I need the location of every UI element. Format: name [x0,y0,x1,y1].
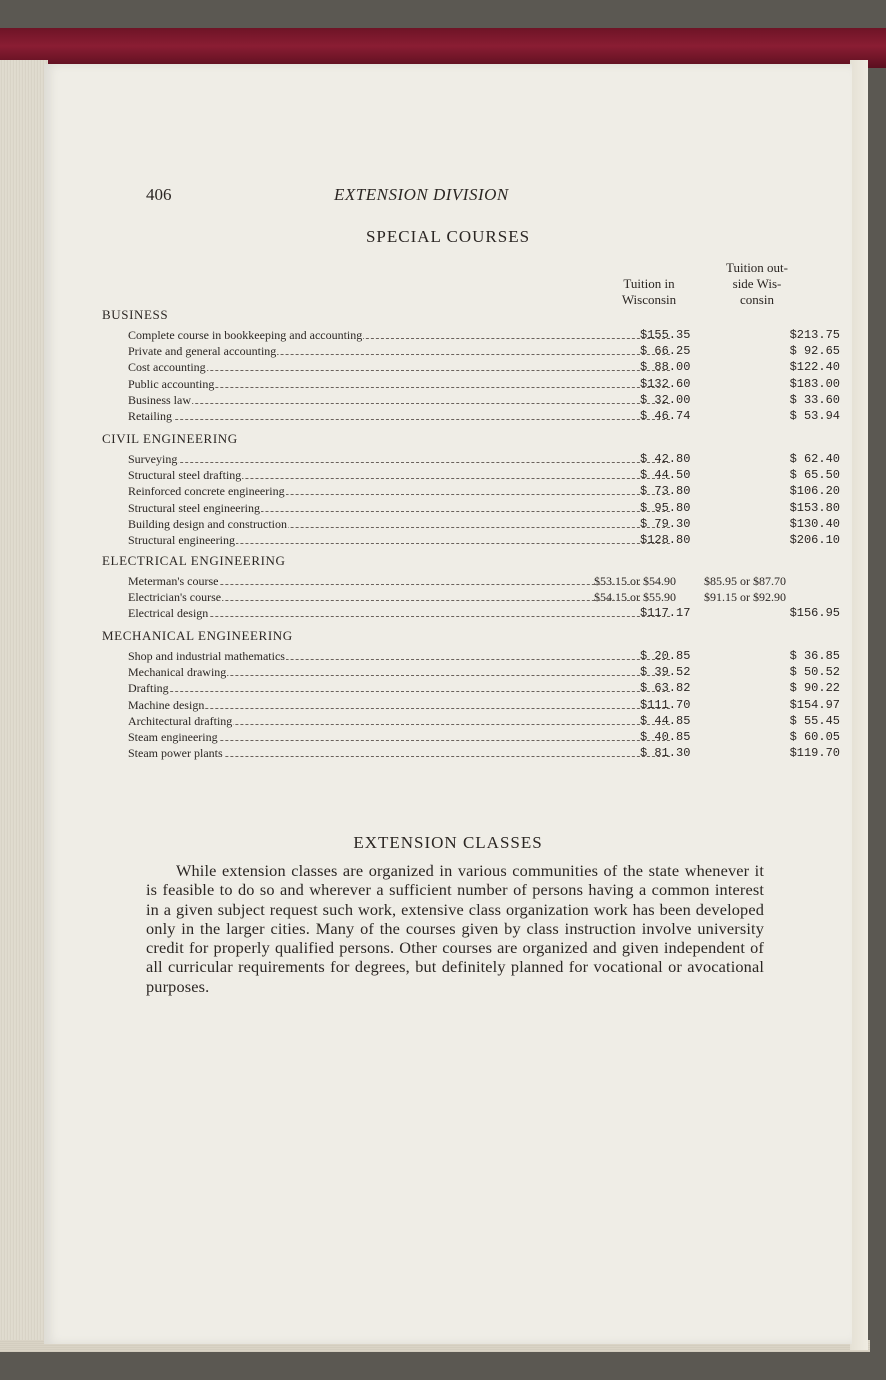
col-head-in-line-1: Tuition in [623,276,675,291]
tuition-out-state: $85.95 or $87.70 [704,574,786,588]
col-head-out-line-3: consin [740,292,774,307]
tuition-in-state: $ 40.85 [640,730,691,744]
tuition-in-state: $ 95.80 [640,500,691,515]
tuition-in-state: $ 39.52 [640,665,691,680]
course-name: Structural steel engineering [128,500,260,515]
course-name: Steam power plants [128,746,223,761]
tuition-out-state: $ 53.94 [789,409,840,423]
tuition-in-state: $ 44.85 [640,713,691,728]
course-row [128,648,840,664]
course-row [128,516,840,532]
course-name: Building design and construction [128,516,287,531]
tuition-in-state: $ 20.85 [640,649,691,663]
tuition-in-state: $117.17 [640,606,691,621]
course-row [128,532,840,548]
course-name: Machine design [128,697,205,712]
course-row [128,376,840,392]
tuition-in-state: $53.15 or $54.90 [594,574,676,588]
book-page [44,64,852,1344]
tuition-in-state: $ 73.80 [640,484,691,499]
course-row [128,664,840,680]
running-head: EXTENSION DIVISION [334,185,509,204]
tuition-out-state: $ 92.65 [789,344,840,359]
page-stack-edge [0,60,48,1350]
facing-page-edge [850,60,868,1350]
tuition-out-state: $156.95 [789,606,840,621]
course-row [128,589,840,605]
course-row [128,745,840,761]
course-name: Private and general accounting [128,344,277,359]
course-name: Structural engineering [128,533,235,547]
tuition-out-state: $183.00 [789,376,840,391]
course-name: Complete course in bookkeeping and accounting [128,328,363,342]
tuition-out-state: $106.20 [789,484,840,499]
tuition-out-state: $ 55.45 [789,713,840,728]
tuition-in-state: $155.35 [640,328,691,342]
tuition-in-state: $ 66.25 [640,344,691,359]
col-head-out-line-1: Tuition out- [725,260,788,275]
tuition-out-state: $130.40 [789,516,840,531]
section-heading: BUSINESS [102,307,169,322]
tuition-out-state: $154.97 [789,697,840,712]
course-row [128,483,840,499]
course-name: Surveying [128,452,178,466]
tuition-in-state: $ 63.82 [640,681,691,696]
course-row [128,573,840,589]
book-binding [0,28,886,68]
tuition-in-state: $111.70 [640,697,691,712]
course-name: Electrical design [128,606,209,621]
tuition-in-state: $ 46.74 [640,409,691,423]
tuition-out-state: $213.75 [789,328,840,342]
course-row [128,729,840,745]
dot-leader [130,370,670,371]
tuition-out-state: $ 50.52 [789,665,840,680]
extension-classes-title: EXTENSION CLASSES [353,833,543,852]
tuition-out-state: $ 33.60 [789,392,840,407]
course-row [128,359,840,375]
tuition-out-state: $ 90.22 [789,681,840,696]
course-name: Cost accounting [128,360,206,375]
tuition-in-state: $ 79.30 [640,516,691,531]
course-name: Steam engineering [128,730,218,744]
col-head-out-state [712,260,802,308]
course-row [128,500,840,516]
tuition-in-state: $ 81.30 [640,746,691,761]
col-head-out-line-2: side Wis- [732,276,782,291]
tuition-in-state: $ 88.00 [640,360,691,375]
tuition-out-state: $91.15 or $92.90 [704,590,786,605]
course-name: Public accounting [128,376,215,391]
tuition-in-state: $ 42.80 [640,452,691,466]
tuition-out-state: $ 65.50 [789,468,840,483]
tuition-in-state: $132.60 [640,376,691,391]
section-heading: ELECTRICAL ENGINEERING [102,553,286,568]
col-head-in-state [604,276,694,308]
tuition-in-state: $54.15 or $55.90 [594,590,676,605]
course-row [128,680,840,696]
course-name: Electrician's course [128,590,222,605]
tuition-out-state: $153.80 [789,500,840,515]
dot-leader [130,616,670,617]
section-heading: MECHANICAL ENGINEERING [102,628,293,643]
tuition-out-state: $122.40 [789,360,840,375]
course-row [128,451,840,467]
course-row [128,392,840,408]
special-courses-title: SPECIAL COURSES [365,227,531,246]
page-number: 406 [146,185,172,204]
tuition-in-state: $ 44.50 [640,468,691,483]
dot-leader [130,708,670,709]
section-heading: CIVIL ENGINEERING [102,431,238,446]
course-row [128,697,840,713]
dot-leader [130,419,670,420]
course-name: Reinforced concrete engineering [128,484,285,499]
course-name: Business law [128,392,191,407]
course-name: Architectural drafting [128,713,233,728]
extension-paragraph: While extension classes are organized in various communities of the state whenever it is feasible to do so and wherever a sufficient number of persons having a common interest in a given subject request such work, extensive class organization work has been developed only in the larger cities. Many of the courses given by class instruction involve university credit for properly qualified persons. Other courses are organized and given independent of all curricular requirements for degrees, but definitely planned for vocational or avocational purposes. [146,861,764,996]
course-row [128,713,840,729]
tuition-out-state: $119.70 [789,746,840,761]
course-name: Drafting [128,681,169,696]
course-row [128,605,840,621]
course-row [128,343,840,359]
course-name: Structural steel drafting [128,468,242,483]
tuition-out-state: $ 62.40 [789,452,840,466]
tuition-in-state: $ 32.00 [640,392,691,407]
course-name: Retailing [128,409,172,423]
tuition-out-state: $ 36.85 [789,649,840,663]
course-name: Meterman's course [128,574,219,588]
course-row [128,327,840,343]
tuition-out-state: $206.10 [789,533,840,547]
course-row [128,467,840,483]
course-name: Shop and industrial mathematics [128,649,285,663]
tuition-out-state: $ 60.05 [789,730,840,744]
dot-leader [130,691,670,692]
col-head-in-line-2: Wisconsin [621,292,677,307]
tuition-in-state: $128.80 [640,533,691,547]
dot-leader [130,462,670,463]
course-name: Mechanical drawing [128,665,227,680]
course-row [128,408,840,424]
dot-leader [130,403,670,404]
